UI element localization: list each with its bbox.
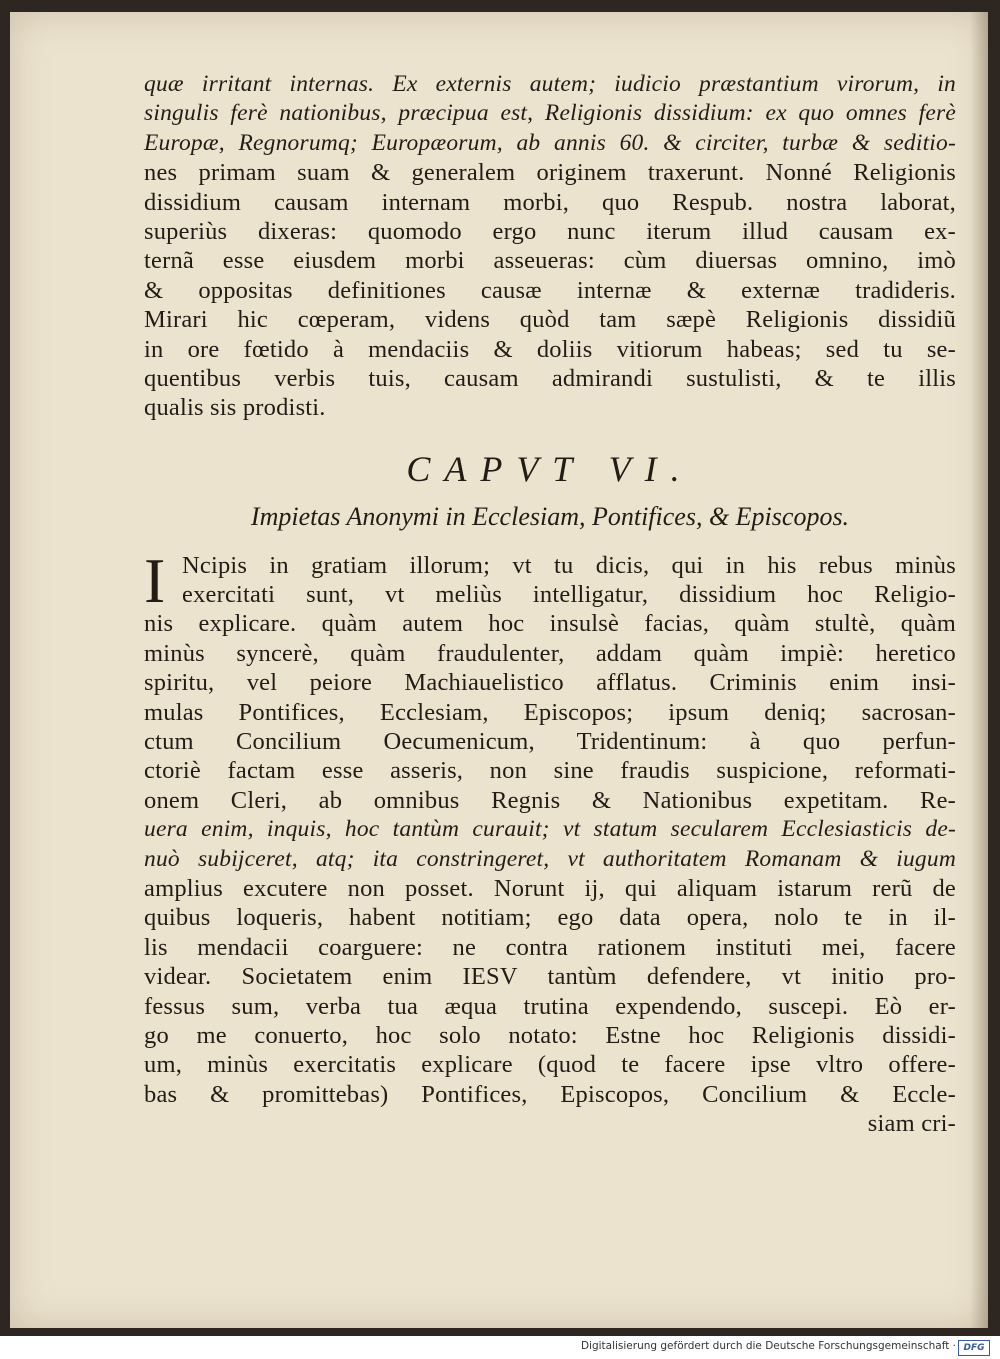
text-line: quentibus verbis tuis, causam admirandi sustulisti, & te illis <box>144 364 956 392</box>
page-gutter <box>970 12 988 1328</box>
text-line: ctoriè factam esse asseris, non sine fraudis suspicione, reformati- <box>144 757 956 785</box>
text-line: ternã esse eiusdem morbi asseueras: cùm diuersas omnino, imò <box>144 247 956 275</box>
chapter-body <box>144 544 956 1139</box>
text-line: um, minùs exercitatis explicare (quod te facere ipse vltro offere- <box>144 1051 956 1079</box>
text-line: Europæ, Regnorumq; Europæorum, ab annis 60. & circiter, turbæ & seditio- <box>144 129 956 156</box>
chapter-heading: CAPVT VI. <box>406 448 694 489</box>
text-line: dissidium causam internam morbi, quo Respub. nostra laborat, <box>144 188 956 216</box>
catchword-line: siam cri- <box>867 1110 956 1138</box>
book-page <box>10 12 988 1328</box>
page-text-block <box>144 70 956 1139</box>
text-line: & oppositas definitiones causæ internæ & externæ tradideris. <box>144 276 956 304</box>
dfg-logo: DFG <box>958 1340 990 1356</box>
text-line: lis mendacii coarguere: ne contra rationem instituti mei, facere <box>144 933 956 961</box>
text-line: fessus sum, verba tua æqua trutina expendendo, suscepi. Eò er- <box>144 992 956 1020</box>
digitization-footer <box>0 1336 1000 1359</box>
text-line: singulis ferè nationibus, præcipua est, Religionis dissidium: ex quo omnes ferè <box>144 100 956 127</box>
text-line: Mirari hic cœperam, videns quòd tam sæpè Religionis dissidiũ <box>144 306 956 334</box>
text-line: quibus loqueris, habent notitiam; ego data opera, nolo te in il- <box>144 904 956 932</box>
text-line: exercitati sunt, vt meliùs intelligatur, dissidium hoc Religio- <box>182 581 956 609</box>
text-line: amplius excutere non posset. Norunt ij, qui aliquam istarum rerũ de <box>144 874 956 902</box>
text-line: ctum Concilium Oecumenicum, Tridentinum: à quo perfun- <box>144 728 956 756</box>
text-line: go me conuerto, hoc solo notato: Estne hoc Religionis dissidi- <box>144 1021 956 1049</box>
text-line: spiritu, vel peiore Machiauelistico afflatus. Criminis enim insi- <box>144 669 956 697</box>
text-line: minùs syncerè, quàm fraudulenter, addam quàm impiè: heretico <box>144 639 956 667</box>
text-line: onem Cleri, ab omnibus Regnis & Nationibus expetitam. Re- <box>144 786 956 814</box>
text-line: quæ irritant internas. Ex externis autem; iudicio præstantium virorum, in <box>144 71 956 97</box>
text-line: nis explicare. quàm autem hoc insulsè facias, quàm stultè, quàm <box>144 610 956 638</box>
text-line: nuò subijceret, atq; ita constringeret, vt authoritatem Romanam & iugum <box>144 845 956 872</box>
text-line: mulas Pontifices, Ecclesiam, Episcopos; ipsum deniq; sacrosan- <box>144 698 956 726</box>
text-line: bas & promittebas) Pontifices, Episcopos, Concilium & Eccle- <box>144 1080 956 1108</box>
chapter-subtitle: Impietas Anonymi in Ecclesiam, Pontifices, & Episcopos. <box>250 501 850 531</box>
text-line: Ncipis in gratiam illorum; vt tu dicis, qui in his rebus minùs <box>182 551 956 579</box>
footer-credit: Digitalisierung gefördert durch die Deutsche Forschungsgemeinschaft · <box>580 1340 956 1352</box>
text-line: videar. Societatem enim IESV tantùm defendere, vt initio pro- <box>144 963 956 991</box>
text-line: qualis sis prodisti. <box>144 394 326 422</box>
text-line: nes primam suam & generalem originem traxerunt. Nonné Religionis <box>144 159 956 187</box>
text-line: superiùs dixeras: quomodo ergo nunc iterum illud causam ex- <box>144 217 956 245</box>
text-line: in ore fœtido à mendaciis & doliis vitiorum habeas; sed tu se- <box>144 335 956 363</box>
text-line: uera enim, inquis, hoc tantùm curauit; vt statum secularem Ecclesiasticis de- <box>144 816 956 843</box>
drop-capital: I <box>144 544 166 616</box>
